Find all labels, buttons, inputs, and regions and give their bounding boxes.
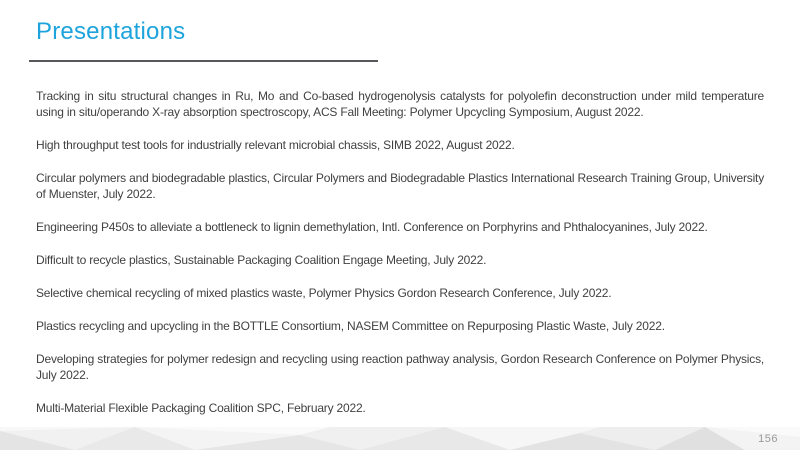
title-underline bbox=[29, 60, 378, 62]
presentation-entry: Plastics recycling and upcycling in the BOTTLE Consortium, NASEM Committee on Repurposing Plastic Waste, July 2022. bbox=[36, 319, 665, 333]
presentation-entry: Selective chemical recycling of mixed plastics waste, Polymer Physics Gordon Research Conference, July 2022. bbox=[36, 286, 612, 300]
presentation-entry: Multi-Material Flexible Packaging Coalition SPC, February 2022. bbox=[36, 401, 366, 415]
footer-polygon-pattern bbox=[0, 427, 800, 450]
page-title: Presentations bbox=[36, 18, 186, 45]
page-number: 156 bbox=[758, 433, 778, 445]
presentation-entry: Engineering P450s to alleviate a bottleneck to lignin demethylation, Intl. Conference on Porphyrins and Phthalocyanines, July 2022. bbox=[36, 220, 708, 234]
presentation-entry: Developing strategies for polymer redesign and recycling using reaction pathway analysis, Gordon Research Conference on Polymer Physics, July 2022. bbox=[36, 352, 764, 382]
presentation-entry: Difficult to recycle plastics, Sustainable Packaging Coalition Engage Meeting, July 2022. bbox=[36, 253, 487, 267]
presentation-entry: Tracking in situ structural changes in Ru, Mo and Co-based hydrogenolysis catalysts for polyolefin deconstruction under mild temperature using in situ/operando X-ray absorption spectroscopy, ACS Fall Meeting: Polymer Upcycling Symposium, August 2022. bbox=[36, 89, 764, 119]
presentations-list bbox=[36, 88, 764, 433]
presentation-entry: Circular polymers and biodegradable plastics, Circular Polymers and Biodegradable Plastics International Research Training Group, University of Muenster, July 2022. bbox=[36, 171, 764, 201]
presentation-entry: High throughput test tools for industrially relevant microbial chassis, SIMB 2022, August 2022. bbox=[36, 138, 515, 152]
footer-band bbox=[0, 427, 800, 450]
